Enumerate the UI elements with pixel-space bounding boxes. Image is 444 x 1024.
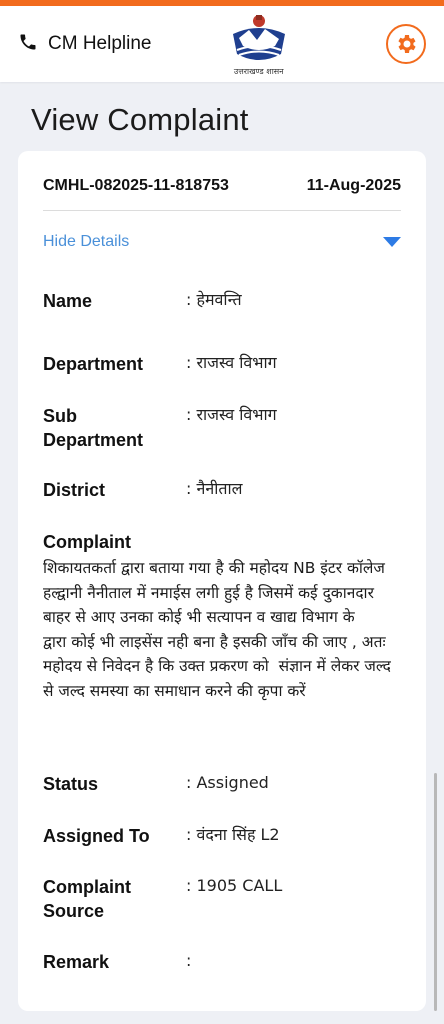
helpline-label: CM Helpline <box>48 33 152 54</box>
field-complaint-source-value: : 1905 CALL <box>186 876 283 895</box>
complaint-date: 11-Aug-2025 <box>306 176 401 194</box>
hide-details-link[interactable]: Hide Details <box>43 233 130 250</box>
complaint-header <box>43 151 401 211</box>
field-complaint-source-label: Complaint Source <box>43 877 131 921</box>
app-header <box>0 6 444 82</box>
phone-icon <box>18 32 38 57</box>
page-title: View Complaint <box>31 102 249 137</box>
cm-helpline-link[interactable] <box>18 32 151 57</box>
field-district <box>43 478 243 502</box>
field-assigned-to-label: Assigned To <box>43 826 150 846</box>
field-status-label: Status <box>43 774 99 794</box>
field-status-value: : Assigned <box>186 773 269 792</box>
field-name-label: Name <box>43 291 93 311</box>
field-sub-department <box>43 404 277 452</box>
scrollbar[interactable] <box>434 773 437 1011</box>
complaint-id: CMHL-082025-11-818753 <box>43 176 229 194</box>
field-assigned-to-value: : वंदना सिंह L2 <box>186 825 280 844</box>
field-remark-label: Remark <box>43 952 110 972</box>
uttarakhand-govt-logo <box>224 9 294 79</box>
field-status <box>43 772 269 796</box>
complaint-text: शिकायतकर्ता द्वारा बताया गया है की महोदय NB इंटर कॉलेज हल्द्वानी नैनीताल में नमाईस लगी हुई है जिसमें कई दुकानदार बाहर से आए उनका कोई भी सत्यापन व खाद्य विभाग के द्वारा कोई भी लाइसेंस नही बना है इसकी जाँच की जाए , अतः महोदय से निवेदन है कि उक्त प्रकरण को संज्ञान में लेकर जल्द से जल्द समस्या का समाधान करने की कृपा करें <box>43 559 391 700</box>
field-department-value: : राजस्व विभाग <box>186 353 277 372</box>
gear-icon <box>394 32 418 56</box>
settings-button[interactable] <box>386 24 426 64</box>
field-name <box>43 289 242 313</box>
field-remark <box>43 950 191 974</box>
field-remark-value: : <box>186 951 192 970</box>
field-department-label: Department <box>43 354 144 374</box>
field-district-value: : नैनीताल <box>186 479 243 498</box>
hide-details-toggle[interactable] <box>43 211 401 273</box>
logo-caption: उत्तराखण्ड शासन <box>233 66 284 76</box>
field-sub-department-label: Sub Department <box>43 406 144 450</box>
field-district-label: District <box>43 480 106 500</box>
complaint-card <box>18 151 426 1011</box>
field-complaint-source <box>43 875 282 923</box>
field-sub-department-value: : राजस्व विभाग <box>186 405 277 424</box>
caret-down-icon[interactable] <box>383 237 401 247</box>
field-assigned-to <box>43 824 280 848</box>
emblem-icon <box>227 12 291 68</box>
complaint-label: Complaint <box>43 532 131 552</box>
field-name-value: : हेमवन्ति <box>186 290 242 309</box>
field-department <box>43 352 277 376</box>
